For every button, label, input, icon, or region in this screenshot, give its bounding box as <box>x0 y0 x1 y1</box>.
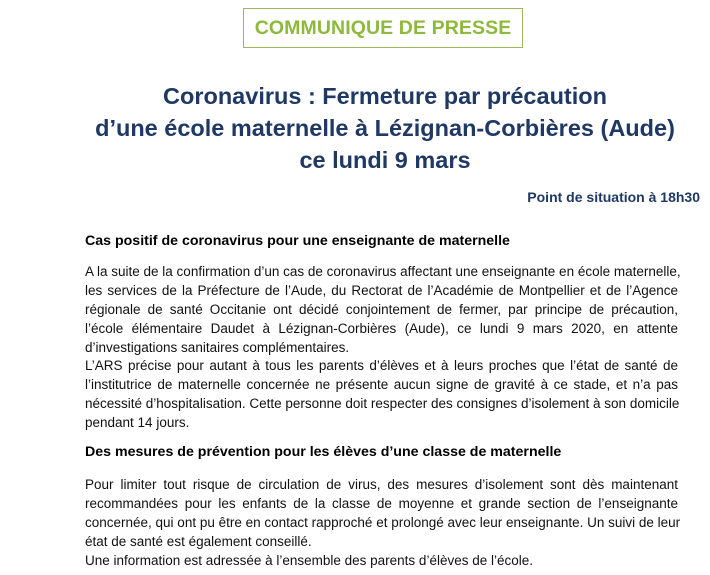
text-line: pendant 14 jours. <box>85 415 190 430</box>
text-line: Pour limiter tout risque de circulation de virus, des mesures d’isolement sont dès maintenant <box>85 477 678 492</box>
text-line: L’ARS précise pour autant à tous les parents d’élèves et à leurs proches que l’état de santé de <box>85 358 678 373</box>
text-line: nécessité d’hospitalisation. Cette personne doit respecter des consignes d’isolement à son domicile <box>85 396 680 411</box>
title-line: d’une école maternelle à Lézignan-Corbières (Aude) <box>95 115 675 141</box>
paragraph-isolation-measures <box>85 475 681 551</box>
text-line: l’institutrice de maternelle concernée ne présente aucun signe de gravité à ce stade, et n’a pas <box>85 377 678 392</box>
document-title <box>40 80 710 176</box>
paragraph-parent-information <box>85 551 678 570</box>
section-heading-prevention: Des mesures de prévention pour les élèves d’une classe de maternelle <box>85 444 562 460</box>
title-line: ce lundi 9 mars <box>299 147 471 173</box>
text-line: concernée, qui ont pu être en contact rapproché et prolongé avec leur enseignante. Un suivi de leur <box>85 515 681 530</box>
text-line: état de santé est également conseillé. <box>85 534 312 549</box>
press-release-label: COMMUNIQUE DE PRESSE <box>254 16 512 39</box>
text-line: recommandées pour les enfants de la classe de moyenne et grande section de l’enseignante <box>85 496 678 511</box>
title-line: Coronavirus : Fermeture par précaution <box>163 83 607 109</box>
paragraph-confirmation <box>85 262 681 357</box>
text-line: les services de la Préfecture de l’Aude, du Rectorat de l’Académie de Montpellier et de l’Agence <box>85 283 678 298</box>
press-release-banner <box>243 8 523 48</box>
text-line: d’investigations sanitaires complémentaires. <box>85 340 350 355</box>
section-heading-positive-case: Cas positif de coronavirus pour une enseignante de maternelle <box>85 233 510 249</box>
text-line: l’école élémentaire Daudet à Lézignan-Corbières (Aude), ce lundi 9 mars 2020, en attente <box>85 321 678 336</box>
text-line: A la suite de la confirmation d’un cas de coronavirus affectant une enseignante en école maternelle, <box>85 264 681 279</box>
status-timestamp: Point de situation à 18h30 <box>527 189 700 205</box>
text-line: Une information est adressée à l’ensemble des parents d’élèves de l’école. <box>85 553 534 568</box>
text-line: régionale de santé Occitanie ont décidé conjointement de fermer, par principe de précaution, <box>85 302 678 317</box>
paragraph-ars-statement <box>85 356 678 432</box>
